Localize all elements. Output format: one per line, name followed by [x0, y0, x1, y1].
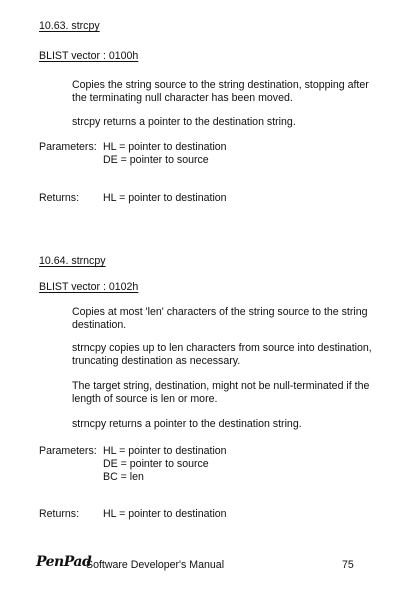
truncation-note-strncpy: strncpy copies up to len characters from source into destination, truncating destination as necessary.: [72, 342, 372, 367]
vector-strcpy: BLIST vector : 0100h: [39, 50, 139, 62]
vector-strncpy: BLIST vector : 0102h: [39, 281, 139, 293]
param-bc-strncpy: BC = len: [103, 471, 144, 483]
returns-value-strcpy: HL = pointer to destination: [103, 192, 227, 204]
penpad-logo: PenPad: [36, 554, 92, 570]
null-termination-note-strncpy: The target string, destination, might not be null-terminated if the length of source is len or more.: [72, 380, 370, 405]
return-note-strncpy: strncpy returns a pointer to the destination string.: [72, 418, 302, 430]
page-number: 75: [342, 559, 354, 571]
param-de-strncpy: DE = pointer to source: [103, 458, 209, 470]
description-strncpy: Copies at most 'len' characters of the string source to the string destination.: [72, 306, 368, 331]
description-strcpy: Copies the string source to the string destination, stopping after the terminating null character has been moved.: [72, 79, 369, 104]
return-note-strcpy: strcpy returns a pointer to the destination string.: [72, 116, 296, 128]
parameters-label-strcpy: Parameters:: [39, 141, 97, 153]
returns-value-strncpy: HL = pointer to destination: [103, 508, 227, 520]
section-heading-strcpy: 10.63. strcpy: [39, 20, 100, 32]
section-heading-strncpy: 10.64. strncpy: [39, 255, 106, 267]
param-hl-strcpy: HL = pointer to destination: [103, 141, 227, 153]
returns-label-strncpy: Returns:: [39, 508, 80, 520]
parameters-label-strncpy: Parameters:: [39, 445, 97, 457]
param-hl-strncpy: HL = pointer to destination: [103, 445, 227, 457]
footer-title: Software Developer's Manual: [86, 559, 225, 571]
param-de-strcpy: DE = pointer to source: [103, 154, 209, 166]
returns-label-strcpy: Returns:: [39, 192, 80, 204]
